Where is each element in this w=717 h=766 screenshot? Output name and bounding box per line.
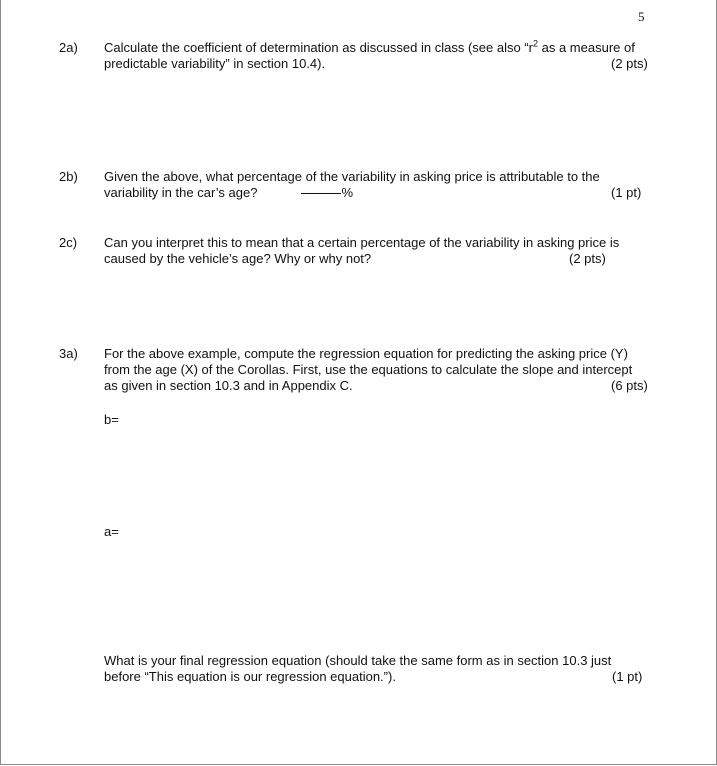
- points-label: (1 pt): [611, 185, 642, 200]
- answer-blank[interactable]: [301, 193, 341, 194]
- question-2b: [59, 169, 699, 203]
- question-text: [104, 235, 619, 267]
- question-line: What is your final regression equation (should take the same form as in section 10.3 just: [104, 653, 612, 668]
- points-label: (1 pt): [612, 669, 643, 684]
- question-line: as given in section 10.3 and in Appendix C.: [104, 378, 353, 393]
- question-3a: [59, 346, 709, 396]
- slope-label: b=: [104, 412, 119, 427]
- question-line: Given the above, what percentage of the variability in asking price is attributable to the: [104, 169, 600, 184]
- superscript: 2: [532, 38, 538, 49]
- question-final-equation: [104, 653, 704, 687]
- question-line: from the age (X) of the Corollas. First, use the equations to calculate the slope and intercept: [104, 362, 633, 377]
- points-label: (2 pts): [611, 56, 648, 71]
- question-text: [104, 653, 611, 685]
- page-number: 5: [638, 9, 645, 24]
- question-line: before “This equation is our regression equation.”).: [104, 669, 396, 684]
- percent-sign: %: [341, 185, 353, 200]
- question-label: 2c): [59, 235, 78, 250]
- question-2c: [59, 235, 699, 269]
- question-line: caused by the vehicle’s age? Why or why not?: [104, 251, 372, 266]
- question-2a: [59, 40, 699, 74]
- question-line: Can you interpret this to mean that a certain percentage of the variability in asking price is: [104, 235, 620, 250]
- question-line: [104, 185, 600, 201]
- text-segment: Calculate the coefficient of determination as discussed in class (see also “r: [104, 40, 533, 55]
- intercept-label: a=: [104, 524, 119, 539]
- question-label: 2b): [59, 169, 78, 184]
- question-label: 3a): [59, 346, 78, 361]
- text-segment: as a measure of: [538, 40, 635, 55]
- question-text: [104, 346, 632, 394]
- text-segment: variability in the car’s age?: [104, 185, 258, 200]
- question-text: [104, 40, 635, 72]
- points-label: (6 pts): [611, 378, 648, 393]
- question-text: [104, 169, 600, 201]
- question-line: [104, 40, 635, 56]
- points-label: (2 pts): [569, 251, 606, 266]
- question-label: 2a): [59, 40, 78, 55]
- question-line: predictable variability” in section 10.4).: [104, 56, 326, 71]
- question-line: For the above example, compute the regression equation for predicting the asking price (Y): [104, 346, 628, 361]
